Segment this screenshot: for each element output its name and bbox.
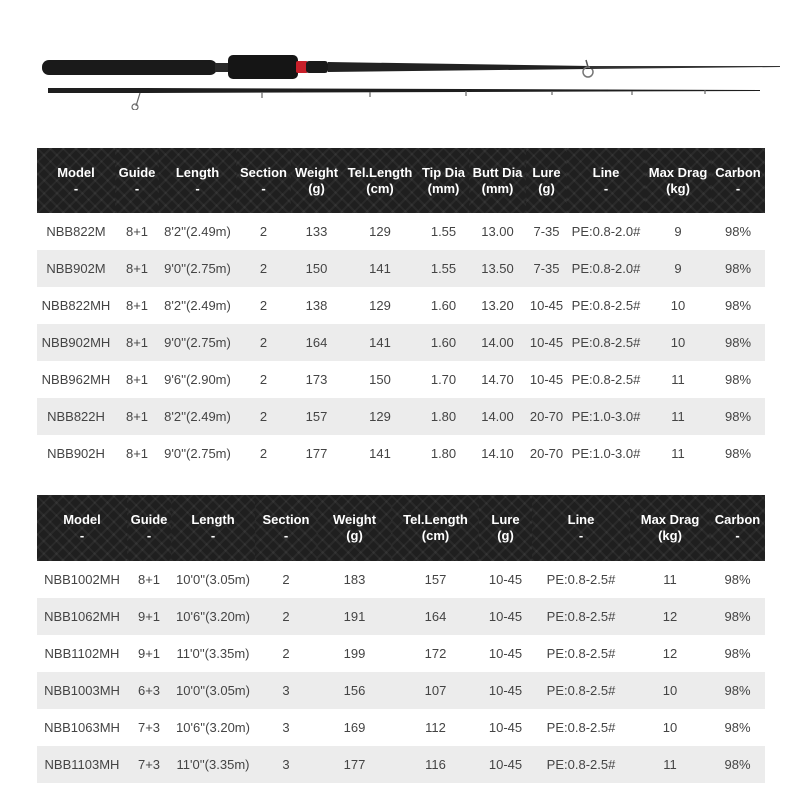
table-cell: NBB822MH — [37, 287, 115, 324]
table-cell: 2 — [255, 635, 317, 672]
table-cell: 10-45 — [479, 635, 532, 672]
column-header — [710, 495, 765, 561]
table-cell: 2 — [236, 213, 291, 250]
column-header-label: Lure — [532, 164, 561, 180]
table-cell: NBB822M — [37, 213, 115, 250]
table-row — [37, 398, 765, 435]
table-cell: 7+3 — [127, 746, 171, 783]
table-cell: 8+1 — [115, 250, 159, 287]
table-cell: 116 — [392, 746, 479, 783]
table-cell: 98% — [711, 324, 765, 361]
column-header-label: Guide — [118, 164, 156, 180]
column-header — [630, 495, 710, 561]
column-header-label: Line — [567, 512, 595, 527]
table-cell: 10-45 — [526, 287, 567, 324]
rod-illustration — [0, 0, 800, 110]
table-cell: 129 — [342, 213, 418, 250]
table-cell: 98% — [711, 213, 765, 250]
table-cell: 2 — [236, 250, 291, 287]
table-cell: 2 — [236, 324, 291, 361]
spec-table-long-rods — [37, 495, 765, 783]
table-cell: 6+3 — [127, 672, 171, 709]
table-cell: 156 — [317, 672, 392, 709]
table-cell: 98% — [710, 635, 765, 672]
table-cell: 1.55 — [418, 250, 469, 287]
column-header-unit: (mm) — [427, 180, 460, 196]
column-header-label: Tip Dia — [421, 164, 466, 180]
table-cell: 177 — [291, 435, 342, 472]
table-cell: NBB1002MH — [37, 561, 127, 598]
table-cell: PE:0.8-2.5# — [567, 324, 645, 361]
column-header-label: Section — [262, 512, 310, 527]
table-cell: 1.60 — [418, 324, 469, 361]
table-cell: 10-45 — [526, 361, 567, 398]
table-cell: 183 — [317, 561, 392, 598]
column-header — [127, 495, 171, 561]
column-header — [392, 495, 479, 561]
table-cell: PE:1.0-3.0# — [567, 398, 645, 435]
column-header-unit: (g) — [497, 528, 514, 543]
table-cell: 9 — [645, 250, 711, 287]
table-cell: 2 — [255, 598, 317, 635]
column-header-unit: (cm) — [421, 528, 450, 543]
table-cell: 3 — [255, 672, 317, 709]
table-cell: 10'0''(3.05m) — [171, 561, 255, 598]
table-cell: 12 — [630, 635, 710, 672]
table-cell: 107 — [392, 672, 479, 709]
column-header-label: Tel.Length — [403, 512, 468, 527]
table-cell: 98% — [710, 561, 765, 598]
table-cell: 141 — [342, 250, 418, 287]
table-row — [37, 435, 765, 472]
table-cell: NBB1102MH — [37, 635, 127, 672]
spec-table-2-section — [37, 148, 765, 472]
column-header-unit: - — [735, 528, 740, 543]
column-header-label: Guide — [130, 512, 168, 527]
table-cell: PE:0.8-2.5# — [532, 635, 630, 672]
table-cell: 8+1 — [115, 435, 159, 472]
table-cell: 13.00 — [469, 213, 526, 250]
table-cell: NBB1103MH — [37, 746, 127, 783]
table-cell: 8+1 — [115, 324, 159, 361]
column-header — [115, 148, 159, 213]
table-cell: 10 — [630, 672, 710, 709]
column-header-unit: - — [146, 528, 152, 543]
column-header-label: Weight — [294, 164, 339, 180]
column-header-unit: - — [578, 528, 584, 543]
column-header-label: Length — [191, 512, 235, 527]
table-cell: PE:0.8-2.0# — [567, 213, 645, 250]
table-cell: 10 — [630, 709, 710, 746]
table-header — [37, 148, 765, 213]
table-cell: PE:0.8-2.5# — [532, 672, 630, 709]
table-cell: 2 — [236, 435, 291, 472]
table-cell: 169 — [317, 709, 392, 746]
table-cell: 14.00 — [469, 324, 526, 361]
table-cell: 8'2''(2.49m) — [159, 287, 236, 324]
table-row — [37, 709, 765, 746]
column-header — [171, 495, 255, 561]
column-header-unit: - — [603, 180, 609, 196]
table-cell: 98% — [711, 287, 765, 324]
column-header — [645, 148, 711, 213]
table-cell: 98% — [710, 598, 765, 635]
table-row — [37, 672, 765, 709]
column-header-label: Length — [175, 164, 220, 180]
table-row — [37, 361, 765, 398]
column-header — [37, 495, 127, 561]
table-cell: 177 — [317, 746, 392, 783]
table-cell: PE:0.8-2.5# — [567, 361, 645, 398]
table-cell: 14.00 — [469, 398, 526, 435]
table-cell: 7-35 — [526, 250, 567, 287]
column-header-label: Max Drag — [648, 164, 708, 180]
table-cell: 98% — [711, 435, 765, 472]
rod-tip-section — [48, 88, 760, 110]
table-cell: 13.20 — [469, 287, 526, 324]
table-cell: 11 — [645, 361, 711, 398]
column-header — [418, 148, 469, 213]
column-header-unit: (g) — [308, 180, 325, 196]
table-cell: PE:0.8-2.5# — [532, 709, 630, 746]
column-header-unit: (kg) — [666, 180, 690, 196]
column-header-unit: - — [195, 180, 200, 196]
table-cell: 8+1 — [115, 398, 159, 435]
rod-butt-section — [42, 55, 780, 79]
table-cell: 172 — [392, 635, 479, 672]
table-cell: 10-45 — [526, 324, 567, 361]
table-cell: 2 — [236, 287, 291, 324]
table-cell: 1.70 — [418, 361, 469, 398]
table-cell: 173 — [291, 361, 342, 398]
column-header-unit: - — [134, 180, 140, 196]
table-cell: 10-45 — [479, 598, 532, 635]
column-header — [711, 148, 765, 213]
table-cell: PE:0.8-2.5# — [532, 561, 630, 598]
table-cell: 164 — [291, 324, 342, 361]
column-header-unit: - — [79, 528, 85, 543]
table-row — [37, 287, 765, 324]
table-cell: NBB822H — [37, 398, 115, 435]
column-header-label: Carbon — [715, 164, 761, 180]
table-row — [37, 598, 765, 635]
table-cell: NBB1062MH — [37, 598, 127, 635]
table-cell: PE:0.8-2.0# — [567, 250, 645, 287]
table-cell: NBB902H — [37, 435, 115, 472]
table-cell: 141 — [342, 324, 418, 361]
table-cell: 2 — [255, 561, 317, 598]
table-cell: 2 — [236, 398, 291, 435]
table-row — [37, 635, 765, 672]
table-cell: 20-70 — [526, 398, 567, 435]
table-cell: 8+1 — [115, 361, 159, 398]
table-row — [37, 324, 765, 361]
table-cell: 150 — [342, 361, 418, 398]
table-cell: 7-35 — [526, 213, 567, 250]
column-header-label: Model — [63, 512, 101, 527]
table-row — [37, 250, 765, 287]
column-header — [159, 148, 236, 213]
table-cell: 98% — [710, 746, 765, 783]
table-cell: 1.80 — [418, 398, 469, 435]
table-cell: NBB1063MH — [37, 709, 127, 746]
table-cell: 9 — [645, 213, 711, 250]
column-header-unit: (g) — [538, 180, 555, 196]
table-cell: NBB902M — [37, 250, 115, 287]
table-cell: 20-70 — [526, 435, 567, 472]
column-header-unit: - — [210, 528, 216, 543]
table-cell: NBB902MH — [37, 324, 115, 361]
table-row — [37, 746, 765, 783]
column-header-label: Model — [57, 164, 95, 180]
table-header — [37, 495, 765, 561]
column-header-unit: (cm) — [366, 180, 394, 196]
table-cell: 10'6''(3.20m) — [171, 709, 255, 746]
table-cell: 9+1 — [127, 635, 171, 672]
column-header — [567, 148, 645, 213]
table-cell: 10 — [645, 287, 711, 324]
table-cell: PE:0.8-2.5# — [532, 746, 630, 783]
table-cell: 10'0''(3.05m) — [171, 672, 255, 709]
table-cell: 199 — [317, 635, 392, 672]
column-header — [469, 148, 526, 213]
column-header — [526, 148, 567, 213]
table-cell: 3 — [255, 746, 317, 783]
table-cell: 141 — [342, 435, 418, 472]
table-cell: 1.55 — [418, 213, 469, 250]
table-cell: 9'0''(2.75m) — [159, 435, 236, 472]
table-cell: 9'0''(2.75m) — [159, 250, 236, 287]
table-cell: 8'2''(2.49m) — [159, 213, 236, 250]
column-header-label: Butt Dia — [472, 164, 523, 180]
table-cell: 10 — [645, 324, 711, 361]
column-header — [236, 148, 291, 213]
table-cell: 150 — [291, 250, 342, 287]
table-cell: 10-45 — [479, 561, 532, 598]
table-row — [37, 561, 765, 598]
table-cell: 11 — [630, 746, 710, 783]
table-cell: PE:1.0-3.0# — [567, 435, 645, 472]
table-cell: 9+1 — [127, 598, 171, 635]
table-cell: 157 — [291, 398, 342, 435]
table-cell: 157 — [392, 561, 479, 598]
column-header — [255, 495, 317, 561]
column-header-unit: - — [261, 180, 266, 196]
table-cell: 3 — [255, 709, 317, 746]
column-header-unit: (g) — [346, 528, 363, 543]
table-cell: 14.70 — [469, 361, 526, 398]
table-cell: NBB1003MH — [37, 672, 127, 709]
table-cell: 129 — [342, 287, 418, 324]
table-cell: 7+3 — [127, 709, 171, 746]
table-cell: 8+1 — [115, 287, 159, 324]
table-cell: 98% — [711, 250, 765, 287]
column-header — [532, 495, 630, 561]
table-cell: 98% — [711, 398, 765, 435]
column-header — [479, 495, 532, 561]
table-cell: 133 — [291, 213, 342, 250]
column-header-label: Line — [592, 164, 620, 180]
table-cell: 11 — [630, 561, 710, 598]
table-cell: 10-45 — [479, 746, 532, 783]
table-cell: 12 — [630, 598, 710, 635]
column-header-unit: - — [283, 528, 289, 543]
column-header-label: Tel.Length — [347, 164, 413, 180]
column-header-label: Lure — [491, 512, 520, 527]
table-cell: 1.60 — [418, 287, 469, 324]
table-cell: 8'2''(2.49m) — [159, 398, 236, 435]
table-cell: 10'6''(3.20m) — [171, 598, 255, 635]
table-cell: 13.50 — [469, 250, 526, 287]
column-header-unit: - — [73, 180, 79, 196]
column-header-label: Weight — [332, 512, 377, 527]
column-header — [342, 148, 418, 213]
table-cell: 164 — [392, 598, 479, 635]
table-cell: 11 — [645, 398, 711, 435]
column-header-unit: (kg) — [658, 528, 682, 543]
table-cell: 129 — [342, 398, 418, 435]
table-cell: 138 — [291, 287, 342, 324]
column-header-label: Max Drag — [640, 512, 700, 527]
column-header — [37, 148, 115, 213]
table-cell: 14.10 — [469, 435, 526, 472]
table-row — [37, 213, 765, 250]
table-cell: NBB962MH — [37, 361, 115, 398]
table-cell: 10-45 — [479, 672, 532, 709]
column-header — [317, 495, 392, 561]
table-cell: 2 — [236, 361, 291, 398]
table-cell: 11'0''(3.35m) — [171, 635, 255, 672]
column-header-label: Carbon — [714, 512, 761, 527]
column-header-unit: (mm) — [481, 180, 514, 196]
column-header — [291, 148, 342, 213]
table-cell: 1.80 — [418, 435, 469, 472]
table-cell: 8+1 — [127, 561, 171, 598]
table-cell: 191 — [317, 598, 392, 635]
table-cell: 9'6''(2.90m) — [159, 361, 236, 398]
column-header-label: Section — [240, 164, 287, 180]
table-cell: 112 — [392, 709, 479, 746]
table-cell: PE:0.8-2.5# — [532, 598, 630, 635]
table-cell: 8+1 — [115, 213, 159, 250]
column-header-unit: - — [735, 180, 741, 196]
table-cell: 10-45 — [479, 709, 532, 746]
table-cell: 98% — [711, 361, 765, 398]
table-cell: PE:0.8-2.5# — [567, 287, 645, 324]
table-cell: 11 — [645, 435, 711, 472]
table-cell: 98% — [710, 672, 765, 709]
table-cell: 11'0''(3.35m) — [171, 746, 255, 783]
table-cell: 9'0''(2.75m) — [159, 324, 236, 361]
table-cell: 98% — [710, 709, 765, 746]
